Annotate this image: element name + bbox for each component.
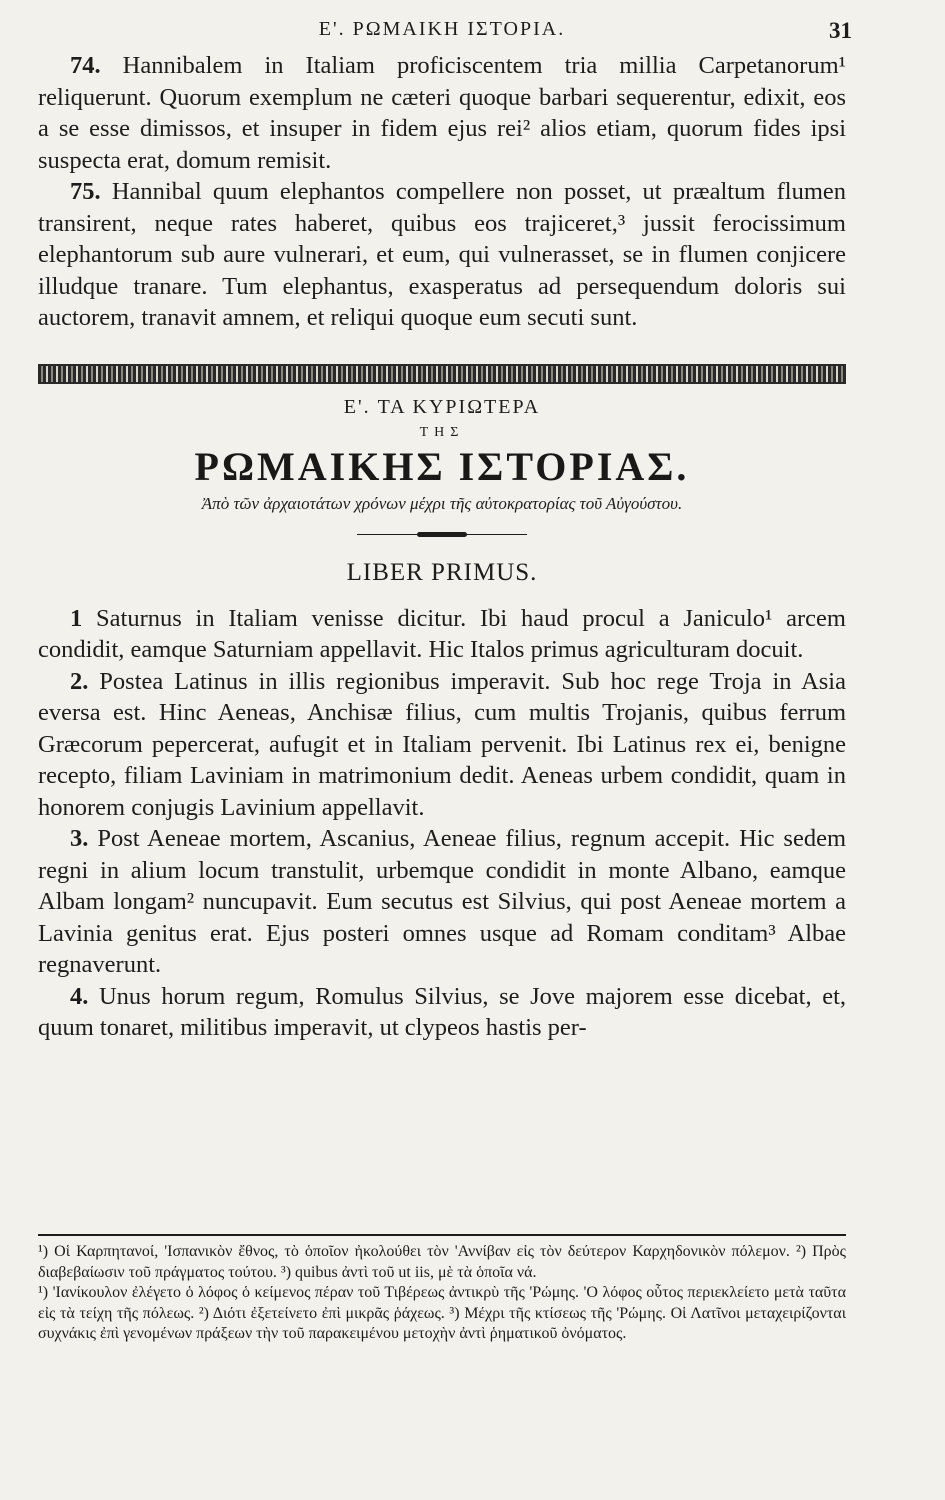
footnotes: [38, 1234, 846, 1345]
paragraph-1: [38, 603, 846, 666]
ornamental-divider: [38, 364, 846, 384]
footnote-block-2: ¹) 'Ιανίκουλον ἐλέγετο ὁ λόφος ὁ κείμενος πέραν τοῦ Τιβέρεως ἀντικρὺ τῆς 'Ρώμης. 'Ο λόφος οὗτος περιεκλείετο μετὰ ταῦτα εἰς τὰ τείχη τῆς πόλεως. ²) Διότι ἐξετείνετο ἐπὶ μικρᾶς ῥάχεως. ³) Μέχρι τῆς κτίσεως τῆς 'Ρώμης. Οἱ Λατῖνοι μεταχειρίζονται συχνάκις ἐπὶ γενομένων πράξεων τὴν τοῦ παρακειμένου μετοχὴν ἀντὶ ῥηματικοῦ ὀνόματος.: [38, 1284, 846, 1342]
book-heading: LIBER PRIMUS.: [346, 558, 538, 586]
book-page: [38, 14, 852, 1342]
footnote-separator: [38, 1234, 846, 1236]
paragraph-text: Hannibalem in Italiam proficiscentem tria millia Carpetanorum¹ reliquerunt. Quorum exemplum ne cæteri quoque barbari sequerentur, edixit, eos a se esse dimissos, et insuper in fidem ejus rei² alios etiam, quorum fides ipsi suspecta erat, domum remisit.: [38, 52, 846, 174]
paragraph-text: Saturnus in Italiam venisse dicitur. Ibi haud procul a Janiculo¹ arcem condidit, eamque Saturniam appellavit. Hic Italos primus agriculturam docuit.: [38, 604, 846, 663]
paragraph-number: 3.: [70, 825, 89, 852]
paragraph-number: 1: [70, 604, 83, 632]
section-title: E'. ΤΑ ΚΥΡΙΩΤΕΡΑ: [343, 395, 541, 418]
section-main-title: ΡΩΜΑΙΚΗΣ ΙΣΤΟΡΙΑΣ.: [194, 443, 690, 489]
running-title: E'. ΡΩΜΑΙΚΗ ΙΣΤΟΡΙΑ.: [318, 18, 566, 40]
paragraph-3: [38, 823, 846, 981]
paragraph-text: Postea Latinus in illis regionibus imperavit. Sub hoc rege Troja in Asia eversa est. Hinc Aeneas, Anchisæ filius, cum multis Trojanis, quibus ferrum Græcorum pepercerat, aufugit et in Italiam pervenit. Ibi Latinus rex ei, benigne recepto, filiam Laviniam in matrimonium dedit. Aeneas urbem condidit, quam in honorem conjugis Lavinium appellavit.: [38, 667, 846, 821]
footnote-block-1: ¹) Οἱ Καρπητανοί, 'Ισπανικὸν ἔθνος, τὸ ὁποῖον ἠκολούθει τὸν 'Αννίβαν εἰς τὸν δεύτερον Καρχηδονικὸν πόλεμον. ²) Πρὸς διαβεβαίωσιν τοῦ πράγματος τούτου. ³) quibus ἀντὶ τοῦ ut iis, μὲ τὰ ὁποῖα νά.: [38, 1243, 846, 1281]
paragraph-text: Unus horum regum, Romulus Silvius, se Jove majorem esse dicebat, et, quum tonaret, militibus imperavit, ut clypeos hastis per-: [38, 982, 847, 1041]
paragraph-number: 2.: [70, 667, 89, 695]
paragraph-75: [38, 176, 846, 334]
section-subtitle: Ἀπὸ τῶν ἀρχαιοτάτων χρόνων μέχρι τῆς αὐτοκρατορίας τοῦ Αὐγούστου.: [201, 493, 683, 513]
paragraph-4: [38, 981, 846, 1044]
paragraph-number: 75.: [70, 178, 101, 205]
page-number: 31: [829, 18, 852, 43]
paragraph-number: 74.: [70, 52, 101, 79]
paragraph-number: 4.: [70, 982, 89, 1010]
decorative-rule: [357, 532, 527, 537]
running-header: [38, 14, 852, 50]
paragraph-text: Post Aeneae mortem, Ascanius, Aeneae filius, regnum accepit. Hic sedem regni in alium locum transtulit, urbemque condidit in monte Albano, eamque Albam longam² nuncupavit. Eum secutus est Silvius, qui post Aeneae mortem a Lavinia genitus erat. Ejus posteri omnes usque ad Romam conditam³ Albae regnaverunt.: [38, 825, 846, 978]
paragraph-74: [38, 50, 846, 176]
section-article: ΤΗΣ: [419, 424, 465, 440]
paragraph-2: [38, 666, 846, 824]
paragraph-text: Hannibal quum elephantos compellere non posset, ut præaltum flumen transirent, neque rates haberet, quibus eos trajiceret,³ jussit ferocissimum elephantorum sub aure vulnerari, et eum, qui vulnerasset, se in flumen conjicere illudque tranare. Tum elephantus, exasperatus ad persequendum doloris sui auctorem, tranavit amnem, et reliqui quoque eum secuti sunt.: [38, 178, 846, 331]
